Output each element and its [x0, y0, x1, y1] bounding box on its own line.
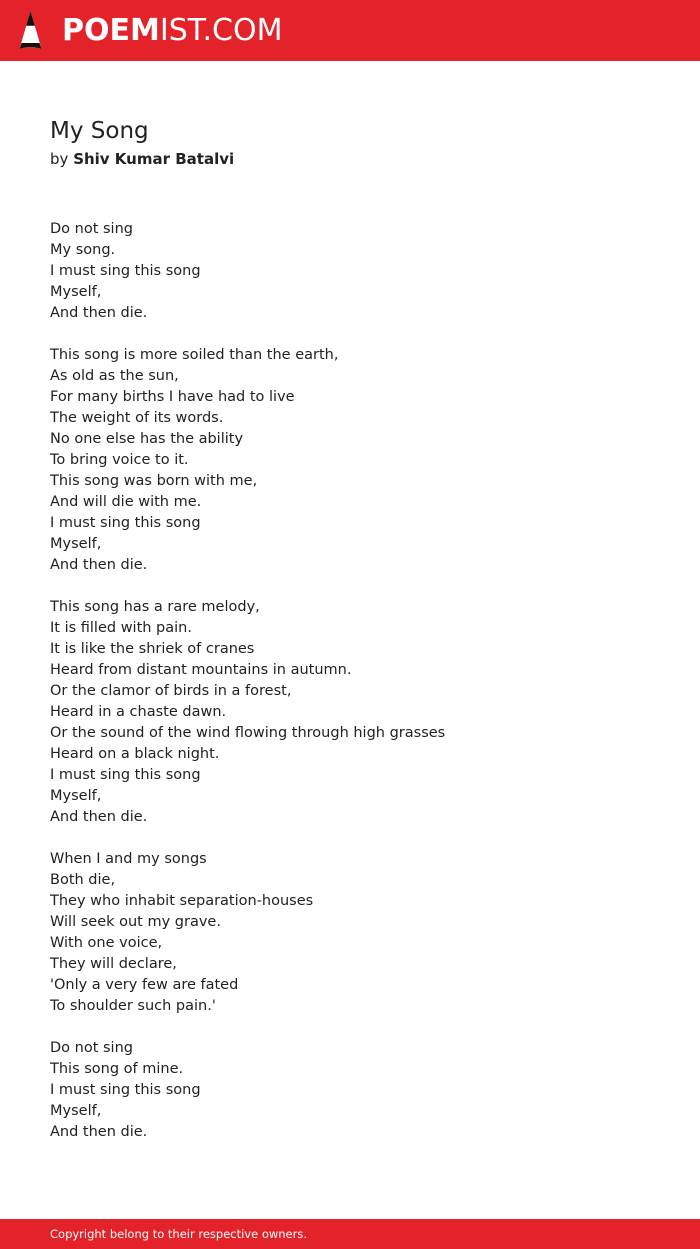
site-logo[interactable]	[62, 13, 282, 49]
stanza	[50, 849, 670, 1017]
poem-line: For many births I have had to live	[50, 389, 295, 405]
poem-line: And then die.	[50, 305, 148, 321]
poem-line: And will die with me.	[50, 494, 202, 510]
poem-line: With one voice,	[50, 935, 163, 951]
logo-light-text: IST.COM	[159, 13, 283, 48]
poem-line: Myself,	[50, 1103, 102, 1119]
poem-line: They will declare,	[50, 956, 177, 972]
pencil-icon[interactable]	[18, 10, 43, 51]
poem-line: I must sing this song	[50, 767, 201, 783]
poem-line: And then die.	[50, 1124, 148, 1140]
poem-line: Heard in a chaste dawn.	[50, 704, 227, 720]
poem-line: To shoulder such pain.'	[50, 998, 216, 1014]
poem-line: Or the sound of the wind flowing through high grasses	[50, 725, 446, 741]
poem-line: Heard on a black night.	[50, 746, 220, 762]
poem-line: They who inhabit separation-houses	[50, 893, 314, 909]
poem-line: And then die.	[50, 557, 148, 573]
poem-line: It is filled with pain.	[50, 620, 192, 636]
footer-bar	[0, 1219, 700, 1249]
poem-line: This song is more soiled than the earth,	[50, 347, 339, 363]
poem-line: Will seek out my grave.	[50, 914, 221, 930]
poem-line: No one else has the ability	[50, 431, 244, 447]
poem-line: I must sing this song	[50, 1082, 201, 1098]
poem-line: I must sing this song	[50, 263, 201, 279]
poem-line: To bring voice to it.	[50, 452, 189, 468]
poem-line: This song was born with me,	[50, 473, 258, 489]
poem-line: It is like the shriek of cranes	[50, 641, 255, 657]
poem-title: My Song	[50, 118, 149, 144]
poem-body	[50, 219, 670, 1164]
stanza	[50, 597, 670, 828]
poem-line: My song.	[50, 242, 116, 258]
poem-line: This song has a rare melody,	[50, 599, 260, 615]
poem-line: As old as the sun,	[50, 368, 179, 384]
author-name: Shiv Kumar Batalvi	[73, 150, 235, 168]
poem-line: This song of mine.	[50, 1061, 184, 1077]
poem-line: Or the clamor of birds in a forest,	[50, 683, 292, 699]
poem-line: Heard from distant mountains in autumn.	[50, 662, 352, 678]
header-bar	[0, 0, 700, 61]
logo-bold-text: POEM	[62, 13, 160, 48]
stanza	[50, 1038, 670, 1143]
poem-line: When I and my songs	[50, 851, 207, 867]
poem-line: I must sing this song	[50, 515, 201, 531]
poem-line: Myself,	[50, 536, 102, 552]
poem-line: Myself,	[50, 788, 102, 804]
byline	[50, 148, 234, 170]
poem-line: Myself,	[50, 284, 102, 300]
poem-line: Both die,	[50, 872, 116, 888]
stanza	[50, 345, 670, 576]
poem-line: 'Only a very few are fated	[50, 977, 239, 993]
poem-line: Do not sing	[50, 221, 133, 237]
poem-line: Do not sing	[50, 1040, 133, 1056]
poem-line: The weight of its words.	[50, 410, 224, 426]
by-prefix: by	[50, 150, 69, 168]
stanza	[50, 219, 670, 324]
copyright-text: Copyright belong to their respective owners.	[50, 1227, 308, 1241]
poem-line: And then die.	[50, 809, 148, 825]
